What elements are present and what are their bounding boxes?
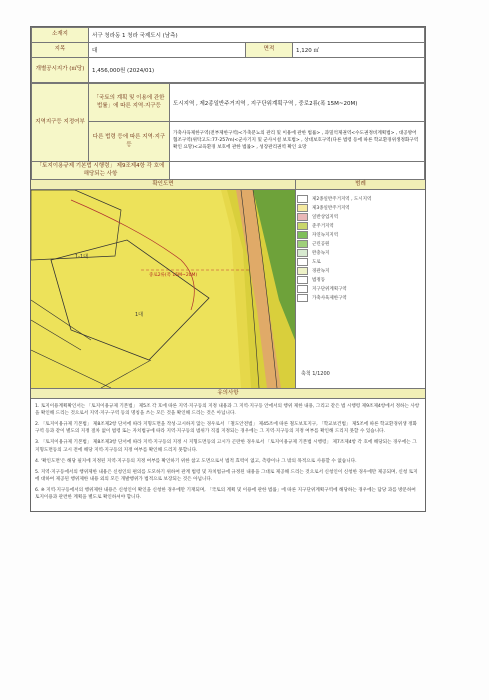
other-law-label: 다른 법령 등에 따른 지역·지구등 — [89, 122, 170, 162]
map-area — [31, 190, 425, 389]
note-paragraph: 2. 「토지이용규제 기본법」 제8조제2항 단서에 따라 지형도면을 작성·고시하지 않는 경우로서 「철도안전법」 제45조에 따른 철도보호지구, 「학교보건법」 제5조에 따른 학교환경위생 정화구역 등과 같이 별도의 지정 절차 없이 법령 또는 자치법규에 따라 지역·지구등의 범위가 직접 지정되는 경우에는 그 지역·지구등의 지정 여부를 확인해 드리지 못할 수 있습니다. — [35, 422, 417, 435]
legend-label: 완충녹지 — [312, 250, 330, 256]
legend-swatch — [297, 240, 308, 248]
road-label: 중로2류(폭 15M~20M) — [149, 273, 198, 278]
legend-label: 제2종일반주거지역 , 도시지역 — [312, 196, 372, 202]
parcel-label-2: 1대 — [135, 312, 144, 318]
legend-item — [297, 257, 423, 266]
legend-label: 지구단위계획구역 — [312, 286, 347, 292]
land-price-value: 1,456,000원 (2024/01) — [89, 58, 425, 83]
map-scale: 축척 1/1200 — [301, 371, 330, 377]
land-category-label: 지목 — [32, 43, 89, 58]
legend-swatch — [297, 294, 308, 302]
legend-item — [297, 266, 423, 275]
address-label: 소재지 — [32, 28, 89, 43]
note-paragraph: 4. '확인도면'은 해당 필지에 지정된 지역·지구등의 지정 여부를 확인하기 위한 참고 도면으로서 법적 효력이 없고, 측량이나 그 밖의 목적으로 사용할 수 없습니다. — [35, 458, 357, 464]
land-category-value: 대 — [89, 43, 246, 58]
legend-label: 준주거지역 — [312, 223, 334, 229]
zoning-side-label: 지역지구등 지정여부 — [32, 84, 89, 162]
national-law-value: 도시지역 , 제2종일반주거지역 , 지구단위계획구역 , 중로2류(폭 15M~20M) — [170, 84, 425, 122]
legend-item — [297, 230, 423, 239]
residential-zone — [31, 190, 241, 388]
legend-swatch — [297, 204, 308, 212]
legend-item — [297, 284, 423, 293]
legend-label: 제3종일반주거지역 — [312, 205, 350, 211]
area-label: 면적 — [246, 43, 293, 58]
note-paragraph: 5. 지역·지구등에서의 행위제한 내용은 신청인의 편의를 도모하기 위하여 관계 법령 및 자치법규에 규정된 내용을 그대로 제공해 드리는 것으로서 신청인이 신청한 경우에만 제공되며, 신청 토지에 대하여 제공된 행위제한 내용 외의 모든 개발행위가 법적으로 보장되는 것은 아닙니다. — [35, 469, 418, 482]
legend-label: 일반상업지역 — [312, 214, 339, 220]
national-law-label: 「국토의 계획 및 이용에 관한 법률」에 따른 지역·지구등 — [89, 84, 170, 122]
legend-swatch — [297, 258, 308, 266]
legend-swatch — [297, 231, 308, 239]
confirmation-map — [31, 190, 296, 388]
legend-item — [297, 293, 423, 302]
legend-swatch — [297, 222, 308, 230]
legend-swatch — [297, 249, 308, 257]
parcel-label-1: 1-1대 — [75, 254, 88, 260]
area-value: 1,120 ㎡ — [293, 43, 425, 58]
legend-item — [297, 239, 423, 248]
legend-swatch — [297, 195, 308, 203]
enforcement-decree-value — [170, 162, 425, 180]
enforcement-decree-label: 「토지이용규제 기본법 시행령」 제9조제4항 각 호에 해당되는 사항 — [32, 162, 170, 180]
legend-item — [297, 248, 423, 257]
note-paragraph: 1. 토지이용계획확인서는 「토지이용규제 기본법」 제5조 각 호에 따른 지역·지구등의 지정 내용과 그 지역·지구등 안에서의 행위 제한 내용, 그리고 같은 법 시행령 제9조제4항에서 정하는 사항을 확인해 드리는 것으로서 지역·지구·구역 등의 명칭을 쓰는 모든 것을 확인해 드리는 것은 아닙니다. — [35, 404, 420, 417]
land-price-label: 개별공시지가 (㎡당) — [32, 58, 89, 83]
legend-item — [297, 194, 423, 203]
info-table — [31, 27, 425, 83]
legend-swatch — [297, 285, 308, 293]
legend-item — [297, 275, 423, 284]
notes-title: 유의사항 — [31, 389, 425, 399]
legend-label: 가축사육제한구역 — [312, 295, 347, 301]
legend-item — [297, 212, 423, 221]
legend-label: 근린공원 — [312, 241, 330, 247]
legend-label: 도로 — [312, 259, 321, 265]
legend-swatch — [297, 276, 308, 284]
legend-label: 자연녹지지역 — [312, 232, 339, 238]
legend-list — [297, 194, 423, 302]
land-use-certificate — [30, 26, 426, 512]
zoning-table — [31, 83, 425, 180]
map-svg — [31, 190, 295, 388]
legend-label: 법정동 — [312, 277, 326, 283]
legend-swatch — [297, 267, 308, 275]
map-header-row — [31, 180, 425, 190]
legend-item — [297, 203, 423, 212]
legend-title: 범례 — [296, 180, 425, 189]
legend-item — [297, 221, 423, 230]
address-value: 서구 청라동 1 청라 국제도시 (남측) — [89, 28, 425, 43]
notes-body — [31, 399, 425, 511]
other-law-value: 가축사육제한구역(전부제한구역)<가축분뇨의 관리 및 이용에 관한 법률> , 과밀억제권역<수도권정비계획법> , 대공방어협조구역(위탁고도:77-257m)<군사기지 및 군사시설 보호법> , 상대보호구역(다른 법령 등에 따른 학교환경위생정화구역 확인 요망)<교육환경 보호에 관한 법률> , 성장관리권역 확인 요망 — [170, 122, 425, 162]
note-paragraph: 3. 「토지이용규제 기본법」 제8조제3항 단서에 따라 지역·지구등의 지정 시 지형도면등의 고시가 곤란한 경우로서 「토지이용규제 기본법 시행령」 제7조제4항 각 호에 해당되는 경우에는 그 지형도면등의 고시 전에 해당 지역·지구등의 지정 여부를 확인해 드리지 못합니다. — [35, 440, 417, 453]
legend-label: 경관녹지 — [312, 268, 330, 274]
note-paragraph: 6. ※ 지역·지구등에서의 행위제한 내용은 신청인이 확인을 신청한 경우에만 기재되며, 「국토의 계획 및 이용에 관한 법률」에 따른 지구단위계획구역에 해당하는 경우에는 담당 과를 방문하여 토지이용과 관련한 계획을 별도로 확인하셔야 합니다. — [35, 487, 416, 501]
map-title: 확인도면 — [31, 180, 296, 189]
legend-swatch — [297, 213, 308, 221]
